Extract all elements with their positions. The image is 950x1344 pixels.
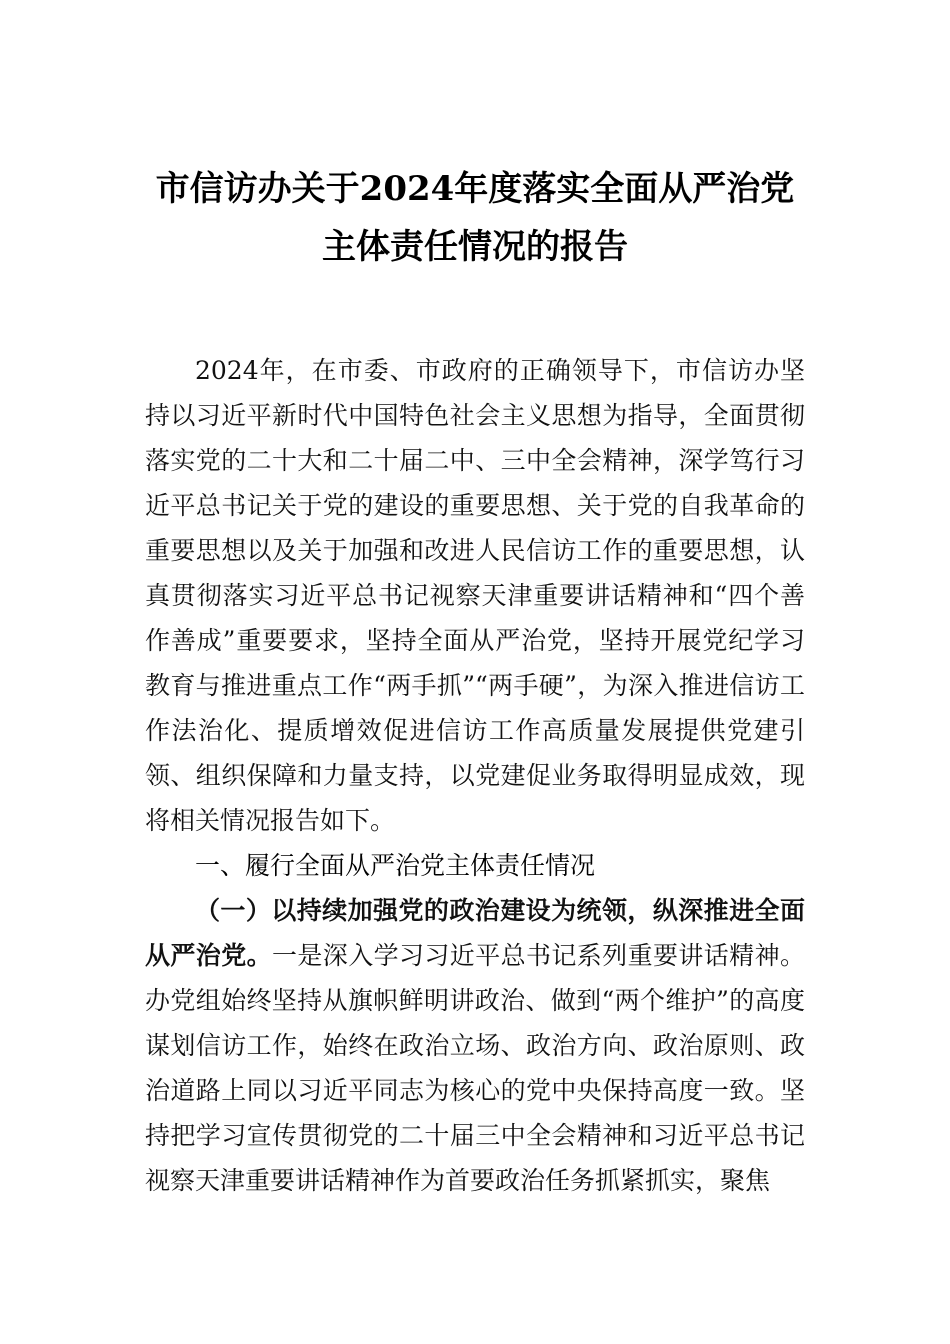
document-title-line-1: 市信访办关于2024年度落实全面从严治党 bbox=[155, 169, 795, 209]
document-page bbox=[145, 160, 805, 1203]
subsection-body-1: 一是深入学习习近平总书记系列重要讲话精神。办党组始终坚持从旗帜鲜明讲政治、做到“两个维护”的高度谋划信访工作，始终在政治立场、政治方向、政治原则、政治道路上同以习近平同志为核心的党中央保持高度一致。坚持把学习宣传贯彻党的二十届三中全会精神和习近平总书记视察天津重要讲话精神作为首要政治任务抓紧抓实，聚焦 bbox=[145, 941, 805, 1195]
intro-paragraph: 2024年，在市委、市政府的正确领导下，市信访办坚持以习近平新时代中国特色社会主义思想为指导，全面贯彻落实党的二十大和二十届二中、三中全会精神，深学笃行习近平总书记关于党的建设的重要思想、关于党的自我革命的重要思想以及关于加强和改进人民信访工作的重要思想，认真贯彻落实习近平总书记视察天津重要讲话精神和“四个善作善成”重要要求，坚持全面从严治党，坚持开展党纪学习教育与推进重点工作“两手抓”“两手硬”，为深入推进信访工作法治化、提质增效促进信访工作高质量发展提供党建引领、组织保障和力量支持，以党建促业务取得明显成效，现将相关情况报告如下。 bbox=[145, 356, 805, 835]
section-heading-1: 一、履行全面从严治党主体责任情况 bbox=[195, 851, 596, 880]
title-spacer bbox=[145, 276, 805, 348]
subsection-paragraph-1 bbox=[145, 888, 805, 1203]
document-title-line-2: 主体责任情况的报告 bbox=[322, 227, 628, 267]
subsection-heading-1: （一）以持续加强党的政治建设为统领，纵深推进全面从严治党。 bbox=[145, 896, 805, 970]
